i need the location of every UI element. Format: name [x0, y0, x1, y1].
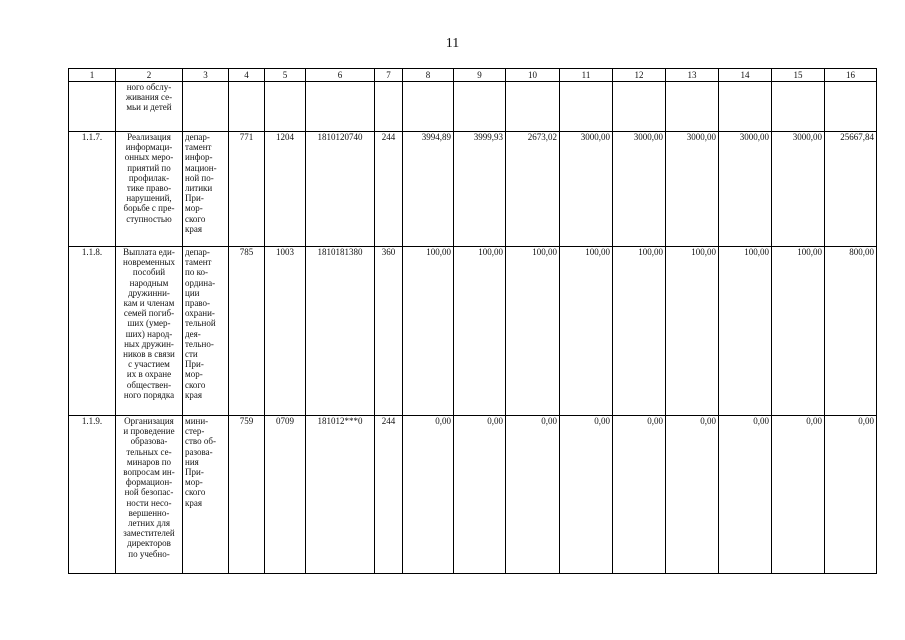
column-header: 4	[229, 69, 265, 82]
column-header: 15	[772, 69, 825, 82]
row-value: 0,00	[825, 416, 877, 574]
row-value	[772, 82, 825, 132]
row-code-4: 785	[229, 247, 265, 416]
row-code-5: 0709	[265, 416, 306, 574]
row-value: 0,00	[560, 416, 613, 574]
row-value: 100,00	[772, 247, 825, 416]
row-value: 800,00	[825, 247, 877, 416]
row-value: 3994,89	[403, 132, 454, 247]
row-value	[666, 82, 719, 132]
column-header: 13	[666, 69, 719, 82]
column-header: 16	[825, 69, 877, 82]
column-header: 11	[560, 69, 613, 82]
row-department	[183, 82, 229, 132]
table-row	[69, 247, 877, 416]
row-value	[825, 82, 877, 132]
row-value: 3999,93	[454, 132, 506, 247]
row-name: Организация и проведение образова- тельных се- минаров по вопросам ин- формацион- ной безопас- ности несо- вершенно- летних для заместителей директоров по учебно-	[116, 416, 183, 574]
column-header: 7	[375, 69, 403, 82]
row-value: 0,00	[719, 416, 772, 574]
column-header: 5	[265, 69, 306, 82]
row-code-6: 1810181380	[306, 247, 375, 416]
row-value	[613, 82, 666, 132]
column-header: 6	[306, 69, 375, 82]
row-department: мини- стер- ство об- разова- ния При- мор- ского края	[183, 416, 229, 574]
column-header: 8	[403, 69, 454, 82]
row-code-4	[229, 82, 265, 132]
row-code-7: 360	[375, 247, 403, 416]
row-value: 3000,00	[772, 132, 825, 247]
column-header: 3	[183, 69, 229, 82]
row-value: 100,00	[454, 247, 506, 416]
row-name: ного обслу- живания се- мьи и детей	[116, 82, 183, 132]
budget-table	[68, 68, 877, 574]
row-id: 1.1.8.	[69, 247, 116, 416]
row-value: 0,00	[613, 416, 666, 574]
row-value: 0,00	[403, 416, 454, 574]
column-header: 9	[454, 69, 506, 82]
row-value: 100,00	[666, 247, 719, 416]
row-value	[560, 82, 613, 132]
row-code-6: 181012***0	[306, 416, 375, 574]
row-code-5: 1003	[265, 247, 306, 416]
row-code-4: 759	[229, 416, 265, 574]
table-row	[69, 416, 877, 574]
row-id: 1.1.9.	[69, 416, 116, 574]
row-code-7	[375, 82, 403, 132]
row-code-6: 1810120740	[306, 132, 375, 247]
row-value: 100,00	[403, 247, 454, 416]
row-value: 0,00	[506, 416, 560, 574]
column-header: 14	[719, 69, 772, 82]
row-value: 100,00	[506, 247, 560, 416]
row-value: 3000,00	[560, 132, 613, 247]
row-value: 3000,00	[613, 132, 666, 247]
row-code-7: 244	[375, 416, 403, 574]
row-value	[454, 82, 506, 132]
row-value: 0,00	[772, 416, 825, 574]
row-value: 100,00	[719, 247, 772, 416]
row-value: 25667,84	[825, 132, 877, 247]
page-number: 11	[445, 36, 460, 51]
column-header: 2	[116, 69, 183, 82]
row-code-6	[306, 82, 375, 132]
row-value	[506, 82, 560, 132]
row-value: 3000,00	[666, 132, 719, 247]
row-code-5	[265, 82, 306, 132]
row-name: Выплата еди- новременных пособий народным дружинни- кам и членам семей погиб- ших (умер- ших) народ- ных дружин- ников в связи с участием их в охране обществен- ного порядка	[116, 247, 183, 416]
row-value: 100,00	[560, 247, 613, 416]
row-id	[69, 82, 116, 132]
row-name: Реализация информаци- онных меро- приятий по профилак- тике право- нарушений, борьбе с пре- ступностью	[116, 132, 183, 247]
row-value: 0,00	[666, 416, 719, 574]
table-row	[69, 82, 877, 132]
column-number-row	[69, 69, 877, 82]
column-header: 12	[613, 69, 666, 82]
table-row	[69, 132, 877, 247]
row-department: депар- тамент инфор- мацион- ной по- литики При- мор- ского края	[183, 132, 229, 247]
row-code-5: 1204	[265, 132, 306, 247]
row-value: 3000,00	[719, 132, 772, 247]
row-code-4: 771	[229, 132, 265, 247]
row-code-7: 244	[375, 132, 403, 247]
row-value: 2673,02	[506, 132, 560, 247]
row-department: депар- тамент по ко- ордина- ции право- охрани- тельной дея- тельно- сти При- мор- ского края	[183, 247, 229, 416]
row-value	[719, 82, 772, 132]
row-value: 0,00	[454, 416, 506, 574]
column-header: 1	[69, 69, 116, 82]
row-value: 100,00	[613, 247, 666, 416]
row-id: 1.1.7.	[69, 132, 116, 247]
row-value	[403, 82, 454, 132]
column-header: 10	[506, 69, 560, 82]
